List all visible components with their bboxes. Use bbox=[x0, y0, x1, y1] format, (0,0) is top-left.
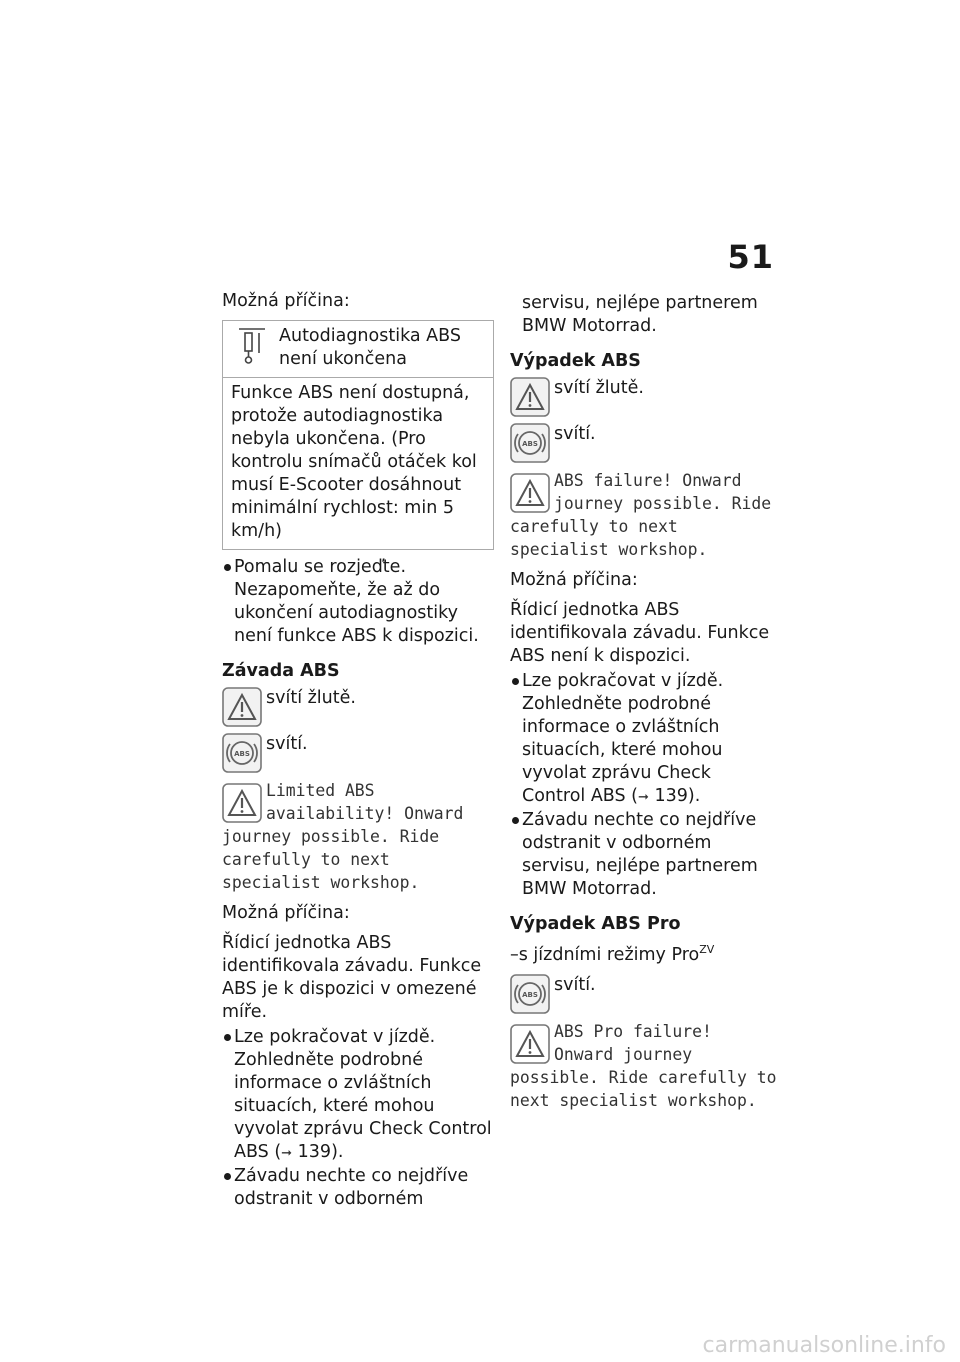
warning-lamp-row bbox=[222, 687, 494, 727]
continued-text: servisu, nejlépe partnerem BMW Motorrad. bbox=[522, 293, 758, 336]
warning-triangle-icon bbox=[510, 473, 550, 513]
cause-label: Možná příčina: bbox=[222, 291, 350, 311]
page-ref[interactable]: 139 bbox=[297, 1142, 332, 1162]
warning-triangle-icon bbox=[222, 783, 262, 823]
option-marker: ZV bbox=[699, 943, 715, 956]
watermark: carmanualsonline.info bbox=[702, 1333, 946, 1358]
diagnosis-box-title: Autodiagnostika ABS není ukončena bbox=[279, 326, 461, 369]
failure-heading: Výpadek ABS bbox=[510, 351, 641, 371]
diagnosis-bullets bbox=[222, 556, 494, 648]
left-column bbox=[222, 290, 494, 1215]
diagnosis-box-header bbox=[223, 321, 493, 378]
cause-text: Řídicí jednotka ABS identifikovala závadu. Funkce ABS není k dispozici. bbox=[510, 600, 770, 666]
check-control-message bbox=[510, 469, 778, 561]
list-item: Lze pokračovat v jízdě. Zohledněte podrobné informace o zvláštních situacích, které mohou vyvolat zprávu Check Control ABS (➞ 139). bbox=[222, 1026, 494, 1165]
list-item: Závadu nechte co nejdříve odstranit v odborném servisu, nejlépe partnerem BMW Motorrad. bbox=[510, 809, 778, 901]
message-text: Limited ABS availability! Onward journey possible. Ride carefully to next specialist workshop. bbox=[222, 781, 464, 892]
warning-triangle-icon bbox=[510, 1024, 550, 1064]
right-column bbox=[510, 292, 778, 1120]
svg-text:ABS: ABS bbox=[522, 990, 538, 999]
warning-lamp-text: svítí žlutě. bbox=[554, 378, 644, 398]
warning-lamp-row bbox=[510, 377, 778, 417]
list-item: Lze pokračovat v jízdě. Zohledněte podrobné informace o zvláštních situacích, které mohou vyvolat zprávu Check Control ABS (➞ 139). bbox=[510, 670, 778, 809]
page-number: 51 bbox=[727, 238, 774, 276]
message-text: ABS failure! Onward journey possible. Ride carefully to next specialist workshop. bbox=[510, 471, 772, 559]
check-control-message bbox=[222, 779, 494, 894]
abs-lamp-row bbox=[222, 733, 494, 773]
abs-icon bbox=[222, 733, 262, 773]
pro-subtitle: –s jízdními režimy Pro$^{ZV}$ bbox=[510, 943, 715, 965]
diagnosis-box bbox=[222, 320, 494, 550]
page-ref[interactable]: 139 bbox=[654, 786, 688, 806]
check-control-message bbox=[510, 1020, 778, 1112]
svg-text:ABS: ABS bbox=[522, 440, 538, 448]
arrow-ref-icon: ➞ bbox=[281, 1146, 293, 1161]
list-item: Pomalu se rozjeďte. Nezapomeňte, že až do ukončení autodiagnostiky není funkce ABS k dispozici. bbox=[222, 556, 494, 648]
list-item: Závadu nechte co nejdříve odstranit v odborném bbox=[222, 1165, 494, 1211]
cause-label: Možná příčina: bbox=[510, 570, 638, 590]
fault-heading: Závada ABS bbox=[222, 661, 340, 681]
tool-icon bbox=[235, 325, 269, 365]
message-text: ABS Pro failure! Onward journey possible. Ride carefully to next specialist workshop. bbox=[510, 1021, 777, 1110]
pro-failure-heading: Výpadek ABS Pro bbox=[510, 914, 681, 934]
diagnosis-box-body: Funkce ABS není dostupná, protože autodiagnostika nebyla ukončena. (Pro kontrolu snímačů otáček kol musí E-Scooter dosáhnout minimální rychlost: min 5 km/h) bbox=[231, 383, 477, 541]
abs-lamp-text: svítí. bbox=[266, 734, 308, 754]
warning-triangle-icon bbox=[222, 687, 262, 727]
action-bullets bbox=[222, 1026, 494, 1211]
action-bullets bbox=[510, 670, 778, 901]
svg-text:ABS: ABS bbox=[234, 750, 250, 758]
warning-triangle-icon bbox=[510, 377, 550, 417]
abs-lamp-row bbox=[510, 423, 778, 463]
abs-lamp-text: svítí. bbox=[554, 424, 596, 444]
abs-icon bbox=[510, 974, 550, 1014]
arrow-ref-icon: ➞ bbox=[638, 790, 649, 805]
abs-lamp-text: svítí. bbox=[554, 974, 596, 995]
cause-label: Možná příčina: bbox=[222, 903, 350, 923]
cause-text: Řídicí jednotka ABS identifikovala závadu. Funkce ABS je k dispozici v omezené míře. bbox=[222, 933, 482, 1022]
abs-icon bbox=[510, 423, 550, 463]
abs-lamp-row bbox=[510, 974, 778, 1014]
warning-lamp-text: svítí žlutě. bbox=[266, 688, 356, 708]
